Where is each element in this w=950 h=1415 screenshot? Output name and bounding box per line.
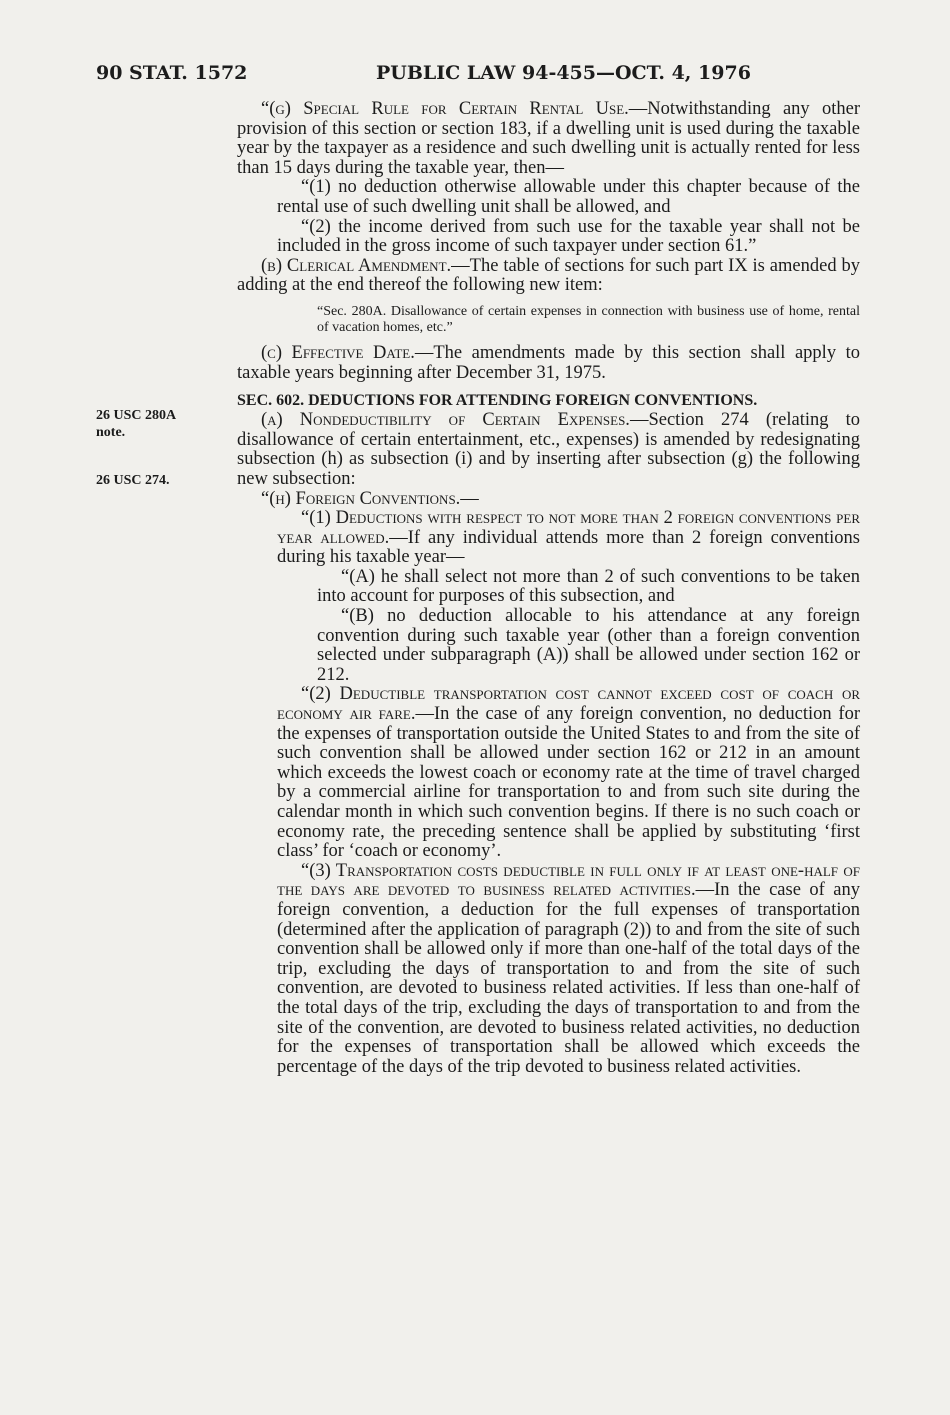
subparagraph-h1a: “(A) he shall select not more than 2 of such conventions to be taken into account for purposes of this subsection, and <box>317 566 860 607</box>
subsection-g <box>237 100 860 178</box>
law-reference: PUBLIC LAW 94-455—OCT. 4, 1976 <box>376 62 751 84</box>
paragraph-h3 <box>237 862 860 1078</box>
paragraph-h3-text: —In the case of any foreign convention, a deduction for the full expenses of transportation (determined after the application of paragraph (2)) to and from the site of such convention shall be allowed only if more than one-half of the total days of the trip, excluding the days of transportation to and from the site of such convention, are devoted to business related activities. If less than one-half of the total days of the trip, excluding the days of transportation to and from the site of the convention, are devoted to business related activities, no deduction for the expenses of transportation shall be allowed which exceeds the percentage of the days of the trip devoted to business related activities. <box>277 880 861 1077</box>
paragraph-g1: “(1) no deduction otherwise allowable under this chapter because of the rental use of such dwelling unit shall be allowed, and <box>277 177 860 217</box>
paragraph-g2: “(2) the income derived from such use for the taxable year shall not be included in the gross income of such taxpayer under section 61.” <box>277 216 860 257</box>
paragraph-h2 <box>237 685 860 861</box>
subsection-b <box>237 257 860 296</box>
subsection-a <box>237 411 860 489</box>
subsection-c-text: —The amendments made by this section shall apply to taxable years beginning after December 31, 1975. <box>237 342 860 383</box>
subparagraph-h1b: “(B) no deduction allocable to his attendance at any foreign convention during such taxable year (other than a foreign convention selected under subparagraph (A)) shall be allowed under section 162 or 212. <box>317 606 860 685</box>
subsection-g-heading: “(g) Special Rule for Certain Rental Use. <box>261 99 629 119</box>
paragraph-h3-heading: “(3) Transportation costs deductible in full only if at least one-half of the days are devoted to business related activities. <box>277 860 860 901</box>
subsection-b-text: —The table of sections for such part IX is amended by adding at the end thereof the following new item: <box>237 255 860 296</box>
subsection-b-heading: (b) Clerical Amendment. <box>261 255 452 276</box>
subsection-a-text: —Section 274 (relating to disallowance of certain entertainment, etc., expenses) is amended by redesignating subsection (h) as subsection (i) and by inserting after subsection (g) the following new subsection: <box>237 410 861 489</box>
paragraph-h2-text: —In the case of any foreign convention, no deduction for the expenses of transportation outside the United States to and from the site of such convention shall be allowed under section 162 or 212 in an amount which exceeds the lowest coach or economy rate at the time of travel charged by a commercial airline for transportation to and from such site during the calendar month in which such convention begins. If there is no such coach or economy rate, the preceding sentence shall be applied by substituting ‘first class’ for ‘coach or economy’. <box>277 704 860 862</box>
statute-body <box>237 100 860 1077</box>
subsection-h-heading: “(h) Foreign Conventions.— <box>261 488 479 509</box>
margin-note-280a <box>96 407 226 441</box>
subsection-g-text: —Notwithstanding any other provision of this section or section 183, if a dwelling unit is used during the taxable year by the taxpayer as a residence and such dwelling unit is actually rented for less than 15 days during the taxable year, then— <box>237 99 860 178</box>
paragraph-h2-heading: “(2) Deductible transportation cost cannot exceed cost of coach or economy air fare. <box>277 684 860 725</box>
section-602-heading: SEC. 602. DEDUCTIONS FOR ATTENDING FOREIGN CONVENTIONS. <box>237 392 758 410</box>
subsection-c <box>237 344 860 383</box>
subsection-a-heading: (a) Nondeductibility of Certain Expenses. <box>261 410 630 431</box>
subsection-c-heading: (c) Effective Date. <box>261 342 415 363</box>
margin-note-line: 26 USC 280A <box>96 408 177 423</box>
stat-reference: 90 STAT. 1572 <box>96 62 248 84</box>
paragraph-h1-text: —If any individual attends more than 2 foreign conventions during his taxable year— <box>277 527 860 568</box>
margin-note-274 <box>96 472 226 489</box>
paragraph-h1 <box>237 509 860 568</box>
margin-note-line: 26 USC 274. <box>96 473 170 488</box>
paragraph-h1-heading: “(1) Deductions with respect to not more than 2 foreign conventions per year allowed. <box>277 508 860 548</box>
margin-note-line: note. <box>96 425 126 440</box>
table-of-sections-item: “Sec. 280A. Disallowance of certain expenses in connection with business use of home, rental of vacation homes, etc.” <box>317 303 860 335</box>
page-header <box>96 62 860 86</box>
